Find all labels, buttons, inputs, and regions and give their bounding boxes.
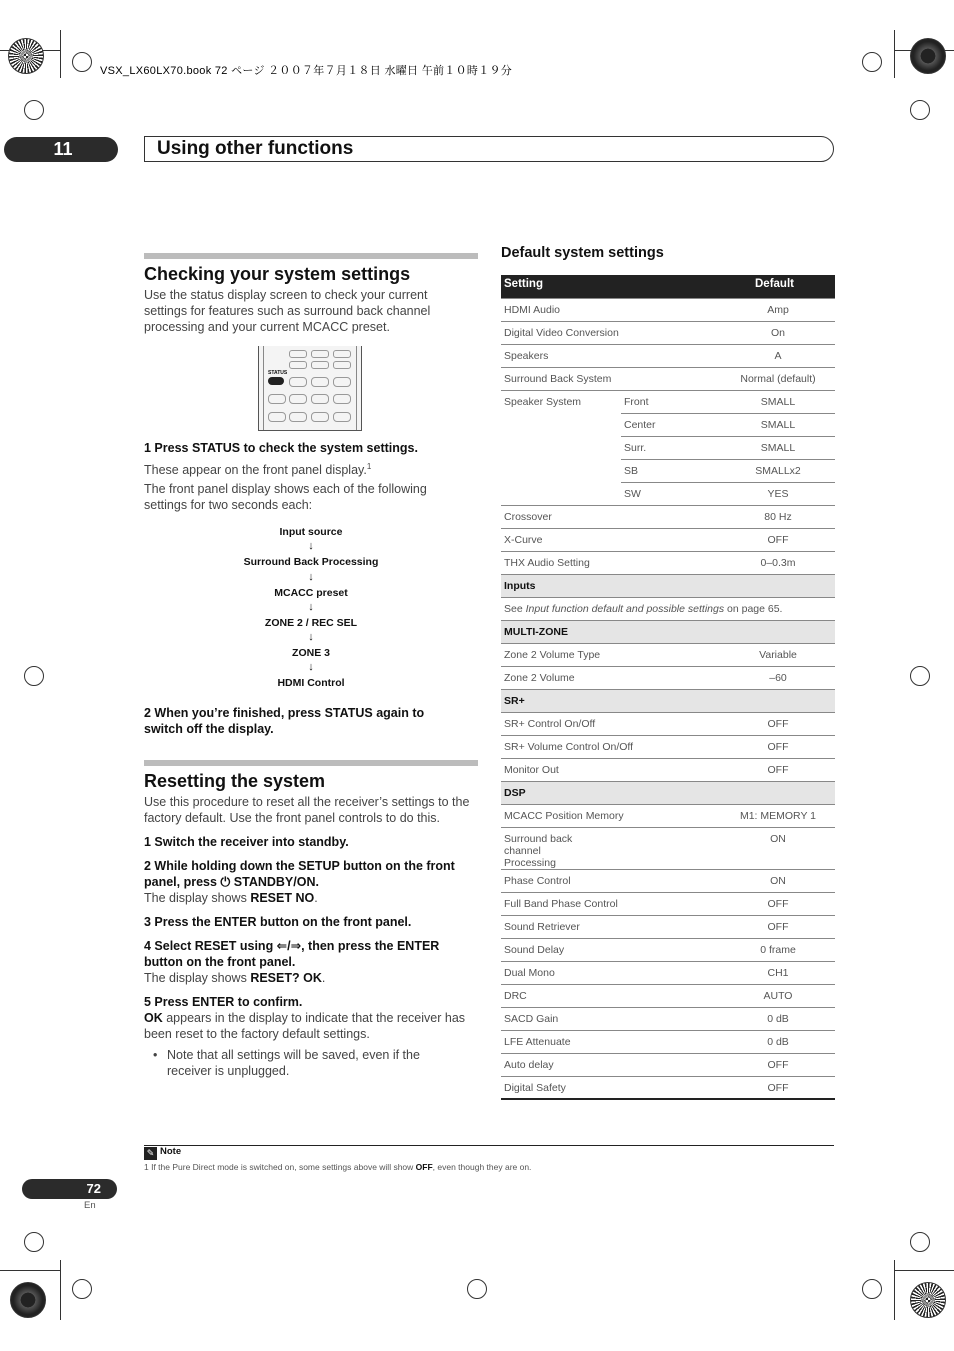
table-row: SACD Gain 0 dB <box>501 1007 835 1030</box>
group-row-sr: SR+ <box>501 689 835 712</box>
table-row: HDMI Audio Amp <box>501 298 835 321</box>
flow-arrow: ↓ <box>308 661 314 673</box>
table-row: Speakers A <box>501 344 835 367</box>
table-row: Center SMALL <box>501 413 835 436</box>
flow-item: ZONE 3 <box>292 647 330 659</box>
defaults-heading: Default system settings <box>501 245 664 261</box>
group-row-inputs: Inputs <box>501 574 835 597</box>
checking-heading: Checking your system settings <box>144 264 411 284</box>
flow-item: ZONE 2 / REC SEL <box>264 617 358 629</box>
resetting-step-4-text: The display shows RESET? OK. <box>144 971 326 985</box>
flow-arrow: ↓ <box>308 631 314 643</box>
table-row: Sound Delay 0 frame <box>501 938 835 961</box>
bullet-dot: • <box>153 1048 158 1062</box>
group-row-multizone: MULTI-ZONE <box>501 620 835 643</box>
resetting-step-5: 5 Press ENTER to confirm. <box>144 995 303 1009</box>
defaults-table-wrap <box>501 275 835 1100</box>
table-row: SW YES <box>501 482 835 505</box>
checking-step-1: 1 Press STATUS to check the system settings. <box>144 441 418 455</box>
inputs-note-row: See Input function default and possible settings on page 65. <box>501 597 835 620</box>
flow-item: HDMI Control <box>277 677 345 689</box>
flow-arrow: ↓ <box>308 601 314 613</box>
flow-item: Surround Back Processing <box>243 556 379 568</box>
resetting-step-5-text: OK appears in the display to indicate that the receiver has been reset to the factory default settings. <box>144 1011 466 1041</box>
table-row: Surround back channel Processing ON <box>501 827 835 869</box>
resetting-step-4: 4 Select RESET using ⇐/⇒, then press the ENTER button on the front panel. <box>144 939 440 969</box>
table-header-row <box>501 275 835 298</box>
table-row: Auto delay OFF <box>501 1053 835 1076</box>
col-setting-header: Setting <box>501 275 721 298</box>
flow-item: Input source <box>279 526 343 538</box>
chapter-title: Using other functions <box>157 138 354 159</box>
print-header: VSX_LX60LX70.book 72 ページ ２００７年７月１８日 水曜日 午前１０時１９分 <box>100 65 513 77</box>
resetting-step-1: 1 Switch the receiver into standby. <box>144 835 349 849</box>
table-row: Speaker System Front SMALL <box>501 390 835 413</box>
table-row: X-Curve OFF <box>501 528 835 551</box>
flow-arrow: ↓ <box>308 571 314 583</box>
note-title: Note <box>160 1146 182 1157</box>
table-row: Monitor Out OFF <box>501 758 835 781</box>
checking-step-1-text2: The front panel display shows each of the following settings for two seconds each: <box>144 482 427 512</box>
status-button <box>268 377 284 385</box>
table-row: SB SMALLx2 <box>501 459 835 482</box>
table-row: Sound Retriever OFF <box>501 915 835 938</box>
resetting-step-2: 2 While holding down the SETUP button on the front panel, press ⏻ STANDBY/ON. <box>144 859 455 889</box>
checking-step-2: 2 When you’re finished, press STATUS again to switch off the display. <box>144 706 425 736</box>
note-icon: ✎ <box>144 1147 157 1160</box>
table-row: MCACC Position Memory M1: MEMORY 1 <box>501 804 835 827</box>
col-default-header: Default <box>721 275 835 298</box>
table-row: Surround Back System Normal (default) <box>501 367 835 390</box>
group-row-dsp: DSP <box>501 781 835 804</box>
section-bar <box>144 760 478 766</box>
table-row: LFE Attenuate 0 dB <box>501 1030 835 1053</box>
resetting-bullet: Note that all settings will be saved, even if the receiver is unplugged. <box>167 1048 420 1078</box>
speaker-system-label: Speaker System <box>501 390 621 505</box>
note-rule <box>144 1145 834 1146</box>
resetting-heading: Resetting the system <box>144 771 326 791</box>
resetting-intro: Use this procedure to reset all the receiver’s settings to the factory default. Use the front panel controls to do this. <box>144 795 470 825</box>
checking-intro: Use the status display screen to check your current settings for features such as surround back channel processing and your current MCACC preset. <box>144 288 431 334</box>
resetting-step-2-text: The display shows RESET NO. <box>144 891 318 905</box>
chapter-number: 11 <box>53 139 73 159</box>
table-row: THX Audio Setting 0–0.3m <box>501 551 835 574</box>
table-row: SR+ Volume Control On/Off OFF <box>501 735 835 758</box>
table-row: Dual Mono CH1 <box>501 961 835 984</box>
table-row: Digital Safety OFF <box>501 1076 835 1099</box>
table-row: Crossover 80 Hz <box>501 505 835 528</box>
table-row: Zone 2 Volume Type Variable <box>501 643 835 666</box>
section-bar <box>144 253 478 259</box>
table-row: SR+ Control On/Off OFF <box>501 712 835 735</box>
remote-status-label: STATUS <box>268 370 288 376</box>
table-row: Full Band Phase Control OFF <box>501 892 835 915</box>
flow-arrow: ↓ <box>308 540 314 552</box>
note-text: 1 If the Pure Direct mode is switched on, some settings above will show OFF, even though they are on. <box>144 1162 532 1172</box>
flow-item: MCACC preset <box>274 587 348 599</box>
defaults-table <box>501 275 835 1100</box>
checking-step-1-text: These appear on the front panel display.$^1$ <box>144 462 372 478</box>
resetting-step-3: 3 Press the ENTER button on the front panel. <box>144 915 412 929</box>
table-row: Surr. SMALL <box>501 436 835 459</box>
table-row: Zone 2 Volume –60 <box>501 666 835 689</box>
page-lang: En <box>84 1200 96 1211</box>
page-number: 72 <box>86 1181 101 1196</box>
remote-control-illustration <box>258 346 362 431</box>
table-row: DRC AUTO <box>501 984 835 1007</box>
table-row: Phase Control ON <box>501 869 835 892</box>
table-row: Digital Video Conversion On <box>501 321 835 344</box>
